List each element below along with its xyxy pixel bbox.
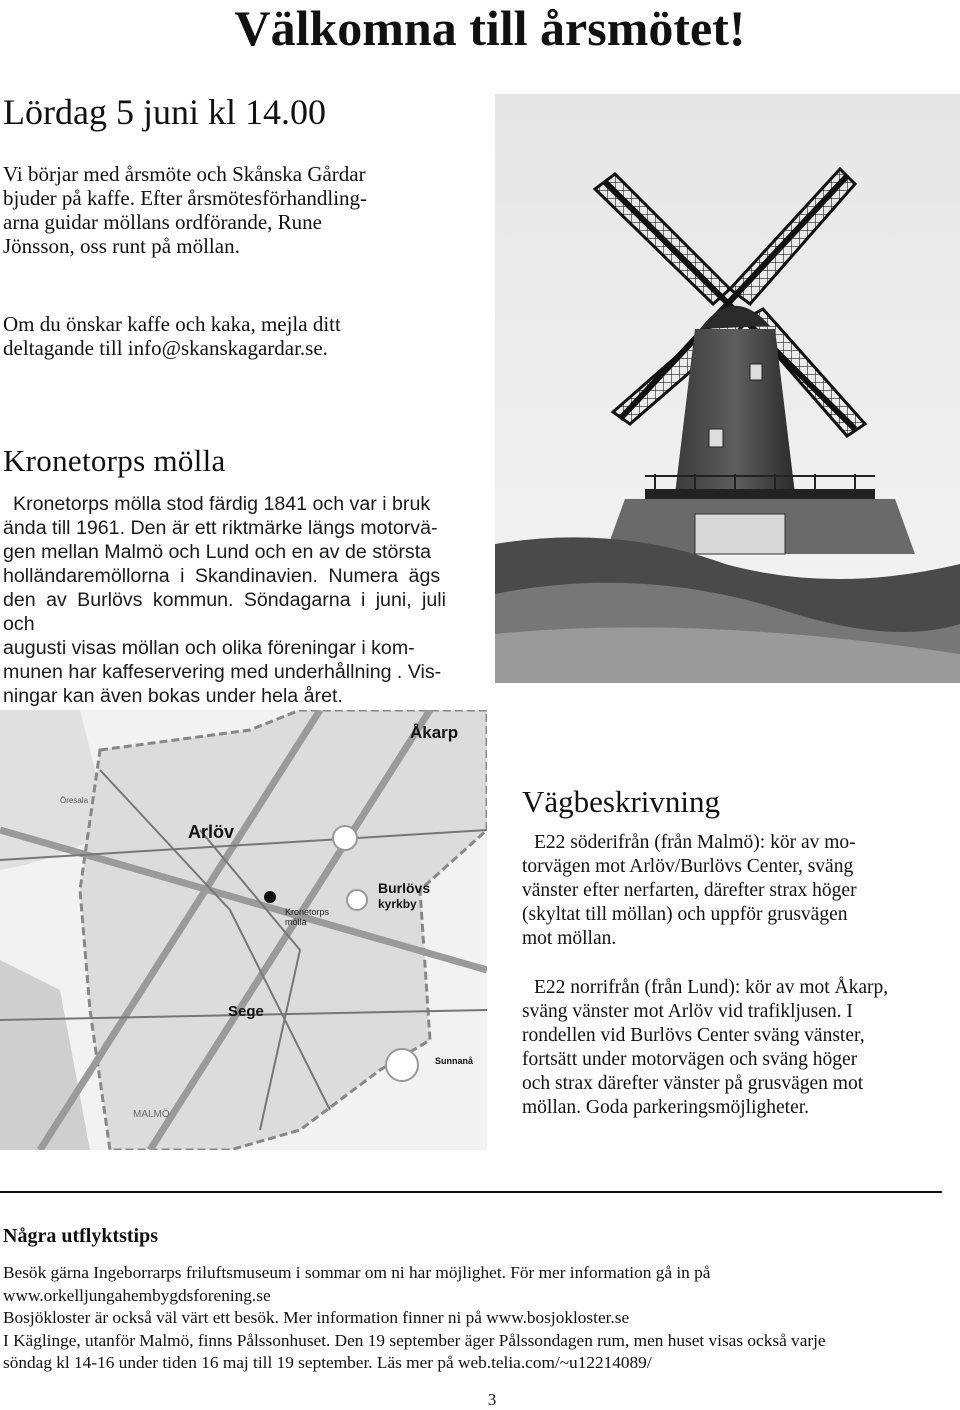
tips-paragraph: [3, 1262, 953, 1375]
intro-paragraph: [3, 162, 443, 258]
text-line: ningar kan även bokas under hela året.: [3, 685, 343, 707]
kaffe-paragraph: [3, 312, 443, 360]
text-line: rondellen vid Burlövs Center sväng vänster,: [522, 1025, 865, 1046]
text-line: Jönsson, oss runt på möllan.: [3, 234, 240, 258]
map-label-kyrkby: kyrkby: [378, 897, 417, 911]
text-line: bjuder på kaffe. Efter årsmötesförhandling-: [3, 186, 368, 210]
map-label-sege: Sege: [228, 1003, 264, 1020]
text-line: Vi börjar med årsmöte och Skånska Gårdar: [3, 162, 366, 186]
text-line: (skyltat till möllan) och uppför grusvägen: [522, 904, 848, 925]
text-line: Bosjökloster är också väl värt ett besök. Mer information finner ni på www.bosjokloster.se: [3, 1308, 630, 1327]
text-line: www.orkelljungahembygdsforening.se: [3, 1285, 271, 1305]
text-line: arna guidar möllans ordförande, Rune: [3, 210, 322, 234]
text-line: munen har kaffeservering med underhållning . Vis-: [3, 661, 442, 683]
map-label-orsala: Öresala: [60, 796, 89, 805]
text-line: Om du önskar kaffe och kaka, mejla ditt: [3, 312, 341, 336]
page-number: 3: [487, 1390, 497, 1409]
kronetorp-heading: Kronetorps mölla: [3, 443, 226, 478]
section-divider: [0, 1191, 942, 1193]
text-line: möllan. Goda parkeringsmöjligheter.: [522, 1097, 810, 1118]
text-line: ända till 1961. Den är ett riktmärke längs motorvä-: [3, 517, 438, 539]
text-line: den av Burlövs kommun. Söndagarna i juni, juli och: [3, 589, 446, 635]
route-map: [0, 710, 487, 1150]
text-line: gen mellan Malmö och Lund och en av de största: [3, 541, 432, 563]
route-paragraph-south: [522, 831, 911, 951]
windmill-photo: [495, 94, 960, 683]
map-label-malmo: MALMÖ: [133, 1109, 170, 1120]
text-line: E22 söderifrån (från Malmö): kör av mo-: [534, 832, 856, 853]
route-heading: Vägbeskrivning: [522, 784, 721, 819]
text-line: augusti visas möllan och olika föreningar i kom-: [3, 637, 415, 659]
kronetorp-paragraph: [3, 492, 446, 708]
map-label-akarp: Åkarp: [410, 723, 459, 742]
text-line: I Käglinge, utanför Malmö, finns Pålssonhuset. Den 19 september äger Pålssondagen rum, men huset visas också varje: [3, 1330, 826, 1350]
text-line: deltagande till info@skanskagardar.se.: [3, 336, 328, 360]
text-line: holländaremöllorna i Skandinavien. Numera ägs: [3, 565, 441, 587]
text-line: mot möllan.: [522, 928, 617, 949]
text-line: torvägen mot Arlöv/Burlövs Center, sväng: [522, 856, 854, 877]
text-line: söndag kl 14-16 under tiden 16 maj till 19 september. Läs mer på web.telia.com/~u12214089/: [3, 1353, 652, 1372]
text-line: Besök gärna Ingeborrarps friluftsmuseum i sommar om ni har möjlighet. För mer information gå in på: [3, 1263, 711, 1282]
text-line: sväng vänster mot Arlöv vid trafikljusen. I: [522, 1001, 853, 1022]
text-line: vänster efter nerfarten, därefter strax höger: [522, 880, 857, 901]
event-date: Lördag 5 juni kl 14.00: [3, 92, 326, 132]
map-label-arlov: Arlöv: [188, 822, 235, 842]
text-line: Kronetorps mölla stod färdig 1841 och var i bruk: [13, 493, 431, 515]
tips-heading: Några utflyktstips: [3, 1225, 159, 1247]
text-line: fortsätt under motorvägen och sväng höger: [522, 1049, 858, 1070]
page-title: Välkomna till årsmötet!: [234, 0, 746, 56]
map-label-molla: mölla: [285, 917, 307, 927]
text-line: E22 norrifrån (från Lund): kör av mot Åkarp,: [534, 977, 889, 998]
text-line: och strax därefter vänster på grusvägen mot: [522, 1073, 864, 1094]
map-label-burlov: Burlövs: [378, 880, 431, 896]
map-label-sonnana: Sunnanå: [435, 1056, 474, 1066]
route-paragraph-north: [522, 976, 911, 1120]
map-label-kronetorps: Kronetorps: [285, 907, 330, 917]
